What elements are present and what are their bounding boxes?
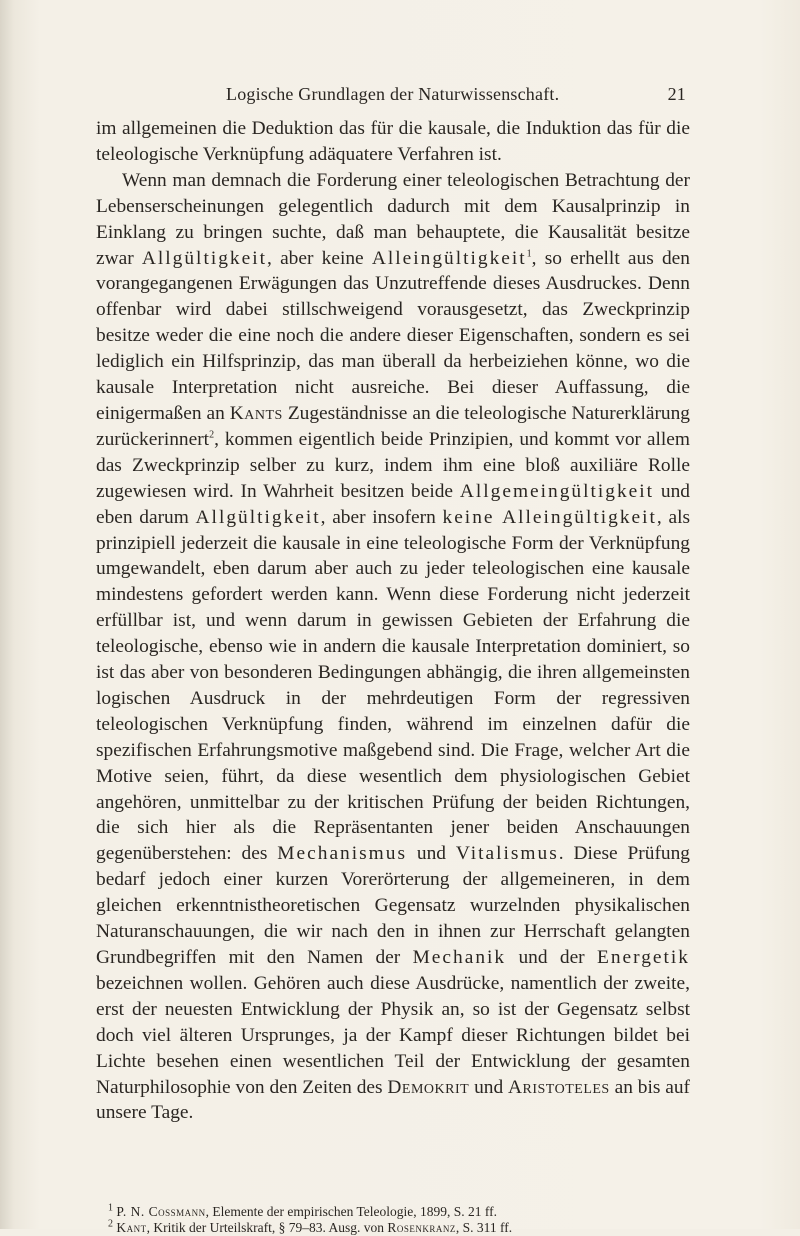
- footnote-mark: 2: [108, 1218, 113, 1230]
- footnote-author: Kant: [116, 1220, 147, 1235]
- paragraph-1: im allgemeinen die Deduktion das für die kausale, die Induktion das für die teleologische Verknüpfung adäquatere Verfahren ist.: [96, 118, 690, 165]
- text-run: Wenn man demnach die Forderung einer teleologischen Betrachtung der Lebenserscheinungen gelegentlich dadurch mit dem Kausalprinzip in Einklang zu bringen suchte, daß man behauptete, die Kausalität besitze zwar: [96, 169, 690, 269]
- footnote-author: Rosenkranz: [387, 1220, 456, 1235]
- text-run: Zugeständnisse an die teleologische Naturerklärung zurückerinnert: [96, 402, 690, 450]
- emphasis: Allgültigkeit: [195, 506, 321, 528]
- text-run: , so erhellt aus den vorangegangenen Erwägungen das Unzutreffende dieses Ausdruckes. Denn offenbar wird dabei stillschweigend vorausgesetzt, das Zweckprinzip besitze weder die eine noch die andere dieser Eigenschaften, sondern es sei lediglich ein Hilfsprinzip, das man überall da herbeiziehen könne, wo die kausale Interpretation nicht ausreiche. Bei dieser Auffassung, die einigermaßen an: [96, 247, 690, 424]
- body-text: [96, 116, 690, 1126]
- text-run: , als prinzipiell jederzeit die kausale in eine teleologische Form der Verknüpfung umgewandelt, eben darum aber auch zu jeder teleologischen eine kausale mindestens gefordert werden kann. Wenn diese Forderung nicht jederzeit erfüllbar ist, und wenn darum in gewissen Gebieten der Erfahrung die teleologische, ebenso wie in andern die kausale Interpretation dominiert, so ist das aber von besonderen Bedingungen abhängig, die ihren allgemeinsten logischen Ausdruck in der mehrdeutigen Form der regressiven teleologischen Verknüpfung finden, während im einzelnen dafür die spezifischen Erfahrungsmotive maßgebend sind. Die Frage, welcher Art die Motive seien, führt, da diese wesentlich dem physiologischen Gebiet angehören, unmittelbar zu der kritischen Prüfung der beiden Richtungen, die sich hier als die Repräsentanten jener beiden Anschauungen gegenüberstehen: des: [96, 506, 691, 865]
- emphasis: keine Alleingültigkeit: [442, 506, 657, 528]
- emphasis: Vitalismus: [455, 843, 559, 865]
- emphasis: Mechanik: [412, 947, 507, 968]
- text-run: , kommen eigentlich beide Prinzipien, und kommt vor allem das Zweckprinzip selber zu kurz, indem ihm eine bloß auxiliäre Rolle zugewiesen wird. In Wahrheit besitzen beide: [96, 428, 690, 502]
- text-run: und: [407, 843, 456, 865]
- text-run: , aber keine: [267, 247, 372, 269]
- text-run: und: [469, 1076, 509, 1098]
- person-name: Kants: [229, 402, 283, 424]
- text-run: bezeichnen wollen. Gehören auch diese Ausdrücke, namentlich der zweite, erst der neuesten Entwicklung der Physik an, so ist der Gegensatz selbst doch viel älteren Ursprunges, ja der Kampf dieser Richtungen bildet bei Lichte besehen einen wesentlichen Teil der Entwicklung der gesamten Naturphilosophie von den Zeiten des: [96, 972, 690, 1098]
- footnote-text: , Kritik der Urteilskraft, § 79–83. Ausg. von: [146, 1220, 388, 1235]
- footnote-ref-1: 1: [526, 248, 532, 260]
- footnote-2: [108, 1220, 692, 1236]
- person-name: Demokrit: [387, 1076, 470, 1098]
- emphasis: Allgültigkeit: [141, 247, 267, 269]
- header-title: Logische Grundlagen der Naturwissenschaft.: [226, 84, 560, 104]
- paragraph-2: [96, 168, 690, 1127]
- footnote-mark: 1: [108, 1202, 113, 1214]
- footnotes: [108, 1204, 692, 1236]
- emphasis: Mechanismus: [277, 843, 408, 865]
- text-run: und eben darum: [96, 480, 691, 528]
- text-run: und der: [506, 947, 597, 968]
- footnote-ref-2: 2: [209, 429, 215, 441]
- text-run: an bis auf unsere Tage.: [96, 1076, 690, 1124]
- emphasis: Alleingültigkeit: [371, 247, 527, 269]
- footnote-author: P. N. Cossmann: [116, 1204, 206, 1219]
- footnote-text: , Elemente der empirischen Teleologie, 1899, S. 21 ff.: [205, 1204, 498, 1219]
- emphasis: Allgemeingültigkeit: [459, 480, 655, 502]
- footnote-text: , S. 311 ff.: [455, 1220, 513, 1235]
- page-number: 21: [667, 84, 686, 104]
- text-run: . Diese Prüfung bedarf jedoch einer kurzen Vorerörterung der allgemeineren, in dem gleichen erkenntnistheoretischen Gegensatz wurzelnden physikalischen Naturanschauungen, die wir nach den in ihnen zur Herrschaft gelangten Grundbegriffen mit den Namen der: [96, 843, 690, 968]
- footnote-1: [108, 1204, 692, 1220]
- text-run: , aber insofern: [320, 506, 443, 528]
- emphasis: Energetik: [596, 947, 690, 968]
- person-name: Aristoteles: [508, 1076, 610, 1098]
